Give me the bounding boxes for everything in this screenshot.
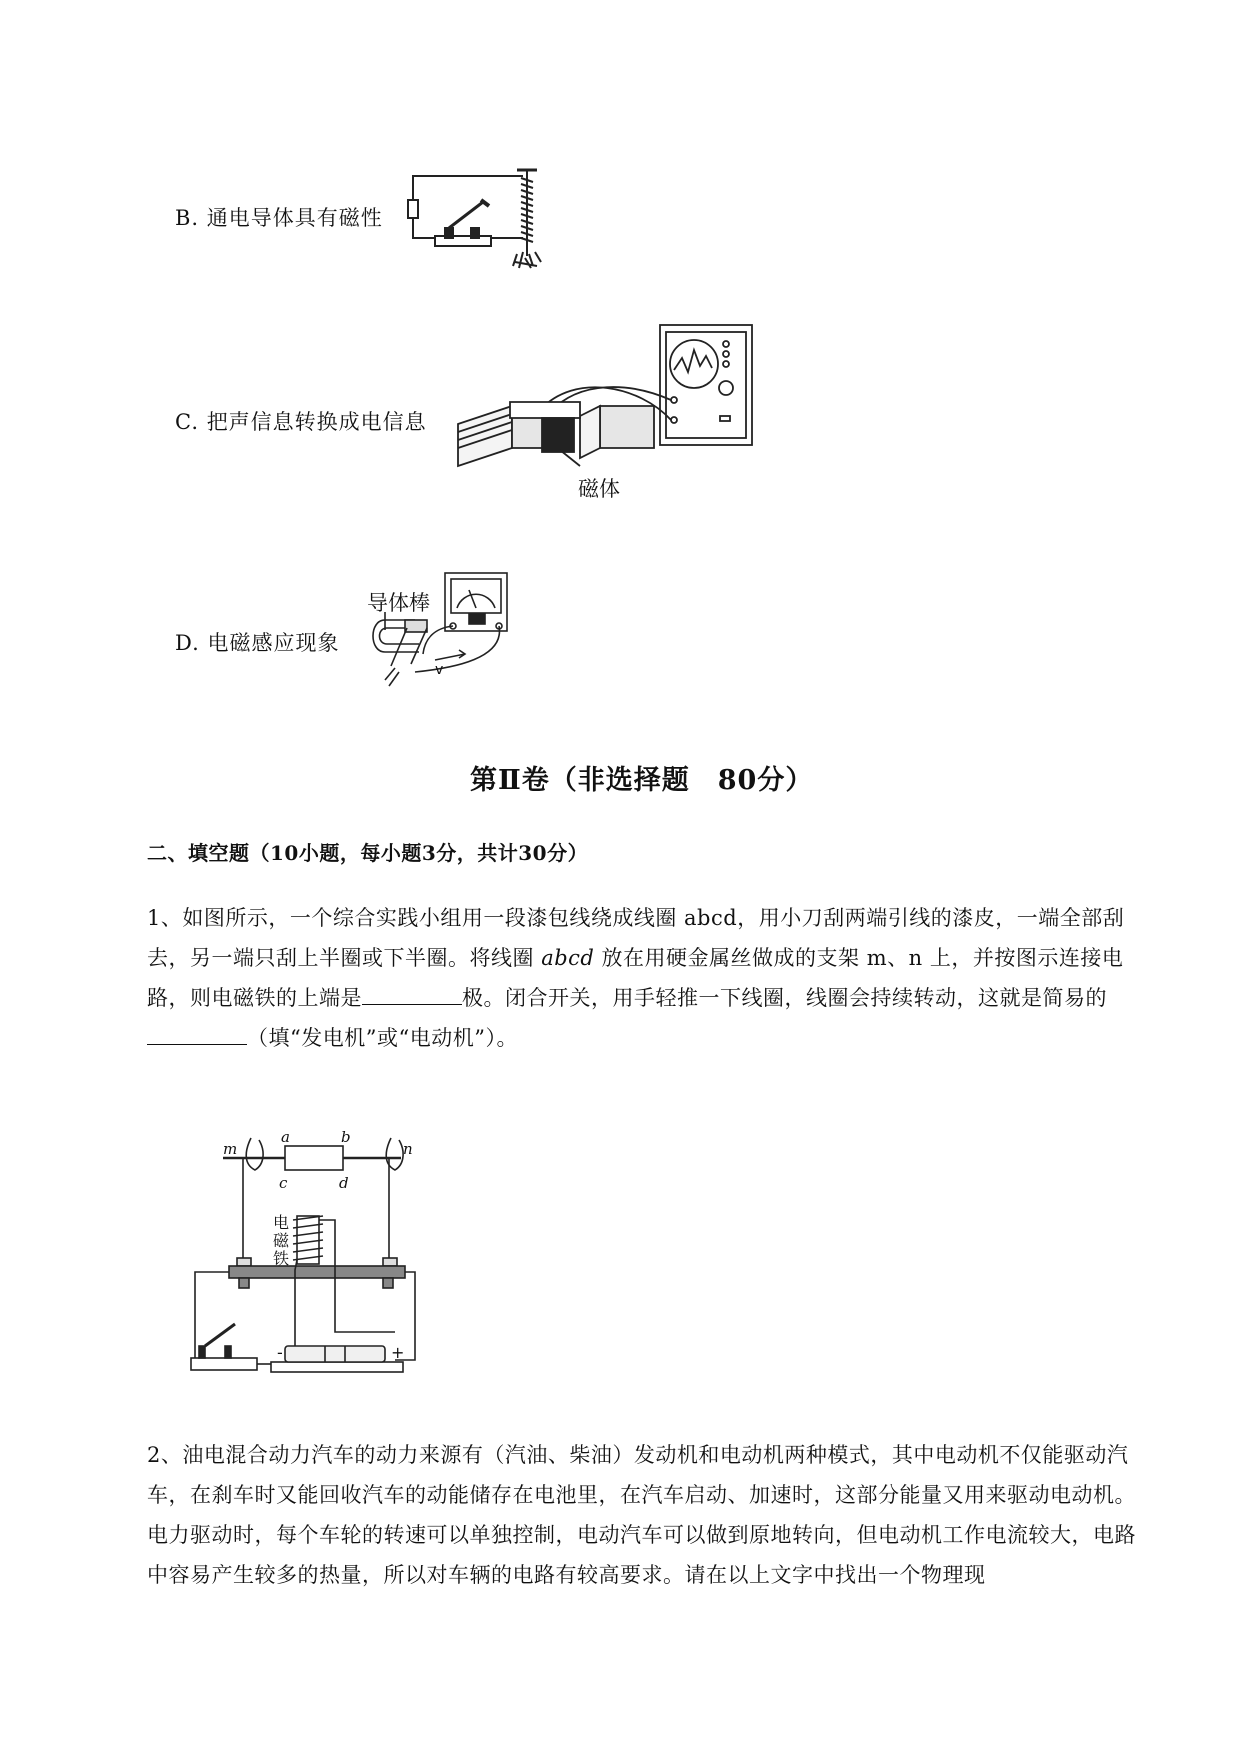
figure-q1-motor <box>185 1110 425 1380</box>
option-b-letter: B. <box>175 206 200 230</box>
option-b <box>175 202 383 232</box>
figure-d-induction <box>365 568 515 708</box>
battery-plus: + <box>391 1343 405 1362</box>
option-c-text: 把声信息转换成电信息 <box>206 410 427 434</box>
q1-coil-name: abcd <box>541 946 595 970</box>
option-d-text: 电磁感应现象 <box>207 631 340 655</box>
option-d-letter: D. <box>175 631 200 655</box>
label-n: n <box>403 1140 413 1158</box>
option-d <box>175 627 339 657</box>
question-1 <box>147 898 1157 1058</box>
q1-text-3: 极。闭合开关，用手轻推一下线圈，线圈会持续转动，这就是简易的 <box>462 986 1107 1010</box>
answer-blank-1[interactable] <box>362 982 462 1005</box>
label-m: m <box>223 1140 238 1158</box>
option-b-text: 通电导体具有磁性 <box>206 206 383 230</box>
q1-text-4: （填“发电机”或“电动机”）。 <box>247 1026 518 1050</box>
em-label-1: 电 <box>273 1213 290 1232</box>
part-title: 第Ⅱ卷（非选择题 80分） <box>470 765 814 796</box>
question-2: 2、油电混合动力汽车的动力来源有（汽油、柴油）发动机和电动机两种模式，其中电动机不仅能驱动汽车，在刹车时又能回收汽车的动能储存在电池里，在汽车启动、加速时，这部分能量又用来驱动电动机。电力驱动时，每个车轮的转速可以单独控制，电动汽车可以做到原地转向，但电动机工作电流较大，电路中容易产生较多的热量，所以对车辆的电路有较高要求。请在以上文字中找出一个物理现 <box>147 1443 1136 1587</box>
option-c-letter: C. <box>175 410 199 434</box>
em-label-3: 铁 <box>273 1249 290 1268</box>
rod-label: 导体棒 <box>367 591 430 615</box>
label-b: b <box>341 1128 351 1146</box>
label-d: d <box>339 1174 349 1192</box>
battery-minus: - <box>277 1343 283 1362</box>
velocity-label: v <box>435 662 444 678</box>
magnet-label: 磁体 <box>578 477 620 501</box>
label-c: c <box>279 1174 288 1192</box>
q1-text-2: 放在用硬金属丝做成的支架 m、n 上，并按图示连接电路，则电磁铁的上端是 <box>147 946 1124 1010</box>
figure-b-circuit <box>405 162 565 270</box>
option-c <box>175 406 427 436</box>
label-a: a <box>281 1128 290 1146</box>
em-label-2: 磁 <box>273 1231 290 1250</box>
section-title: 二、填空题（10小题，每小题3分，共计30分） <box>147 841 589 865</box>
figure-c-oscilloscope <box>450 320 760 515</box>
answer-blank-2[interactable] <box>147 1022 247 1045</box>
q1-text-1: 1、如图所示，一个综合实践小组用一段漆包线绕成线圈 abcd，用小刀刮两端引线的漆皮，一端全部刮去，另一端只刮上半圈或下半圈。将线圈 <box>147 906 1125 970</box>
